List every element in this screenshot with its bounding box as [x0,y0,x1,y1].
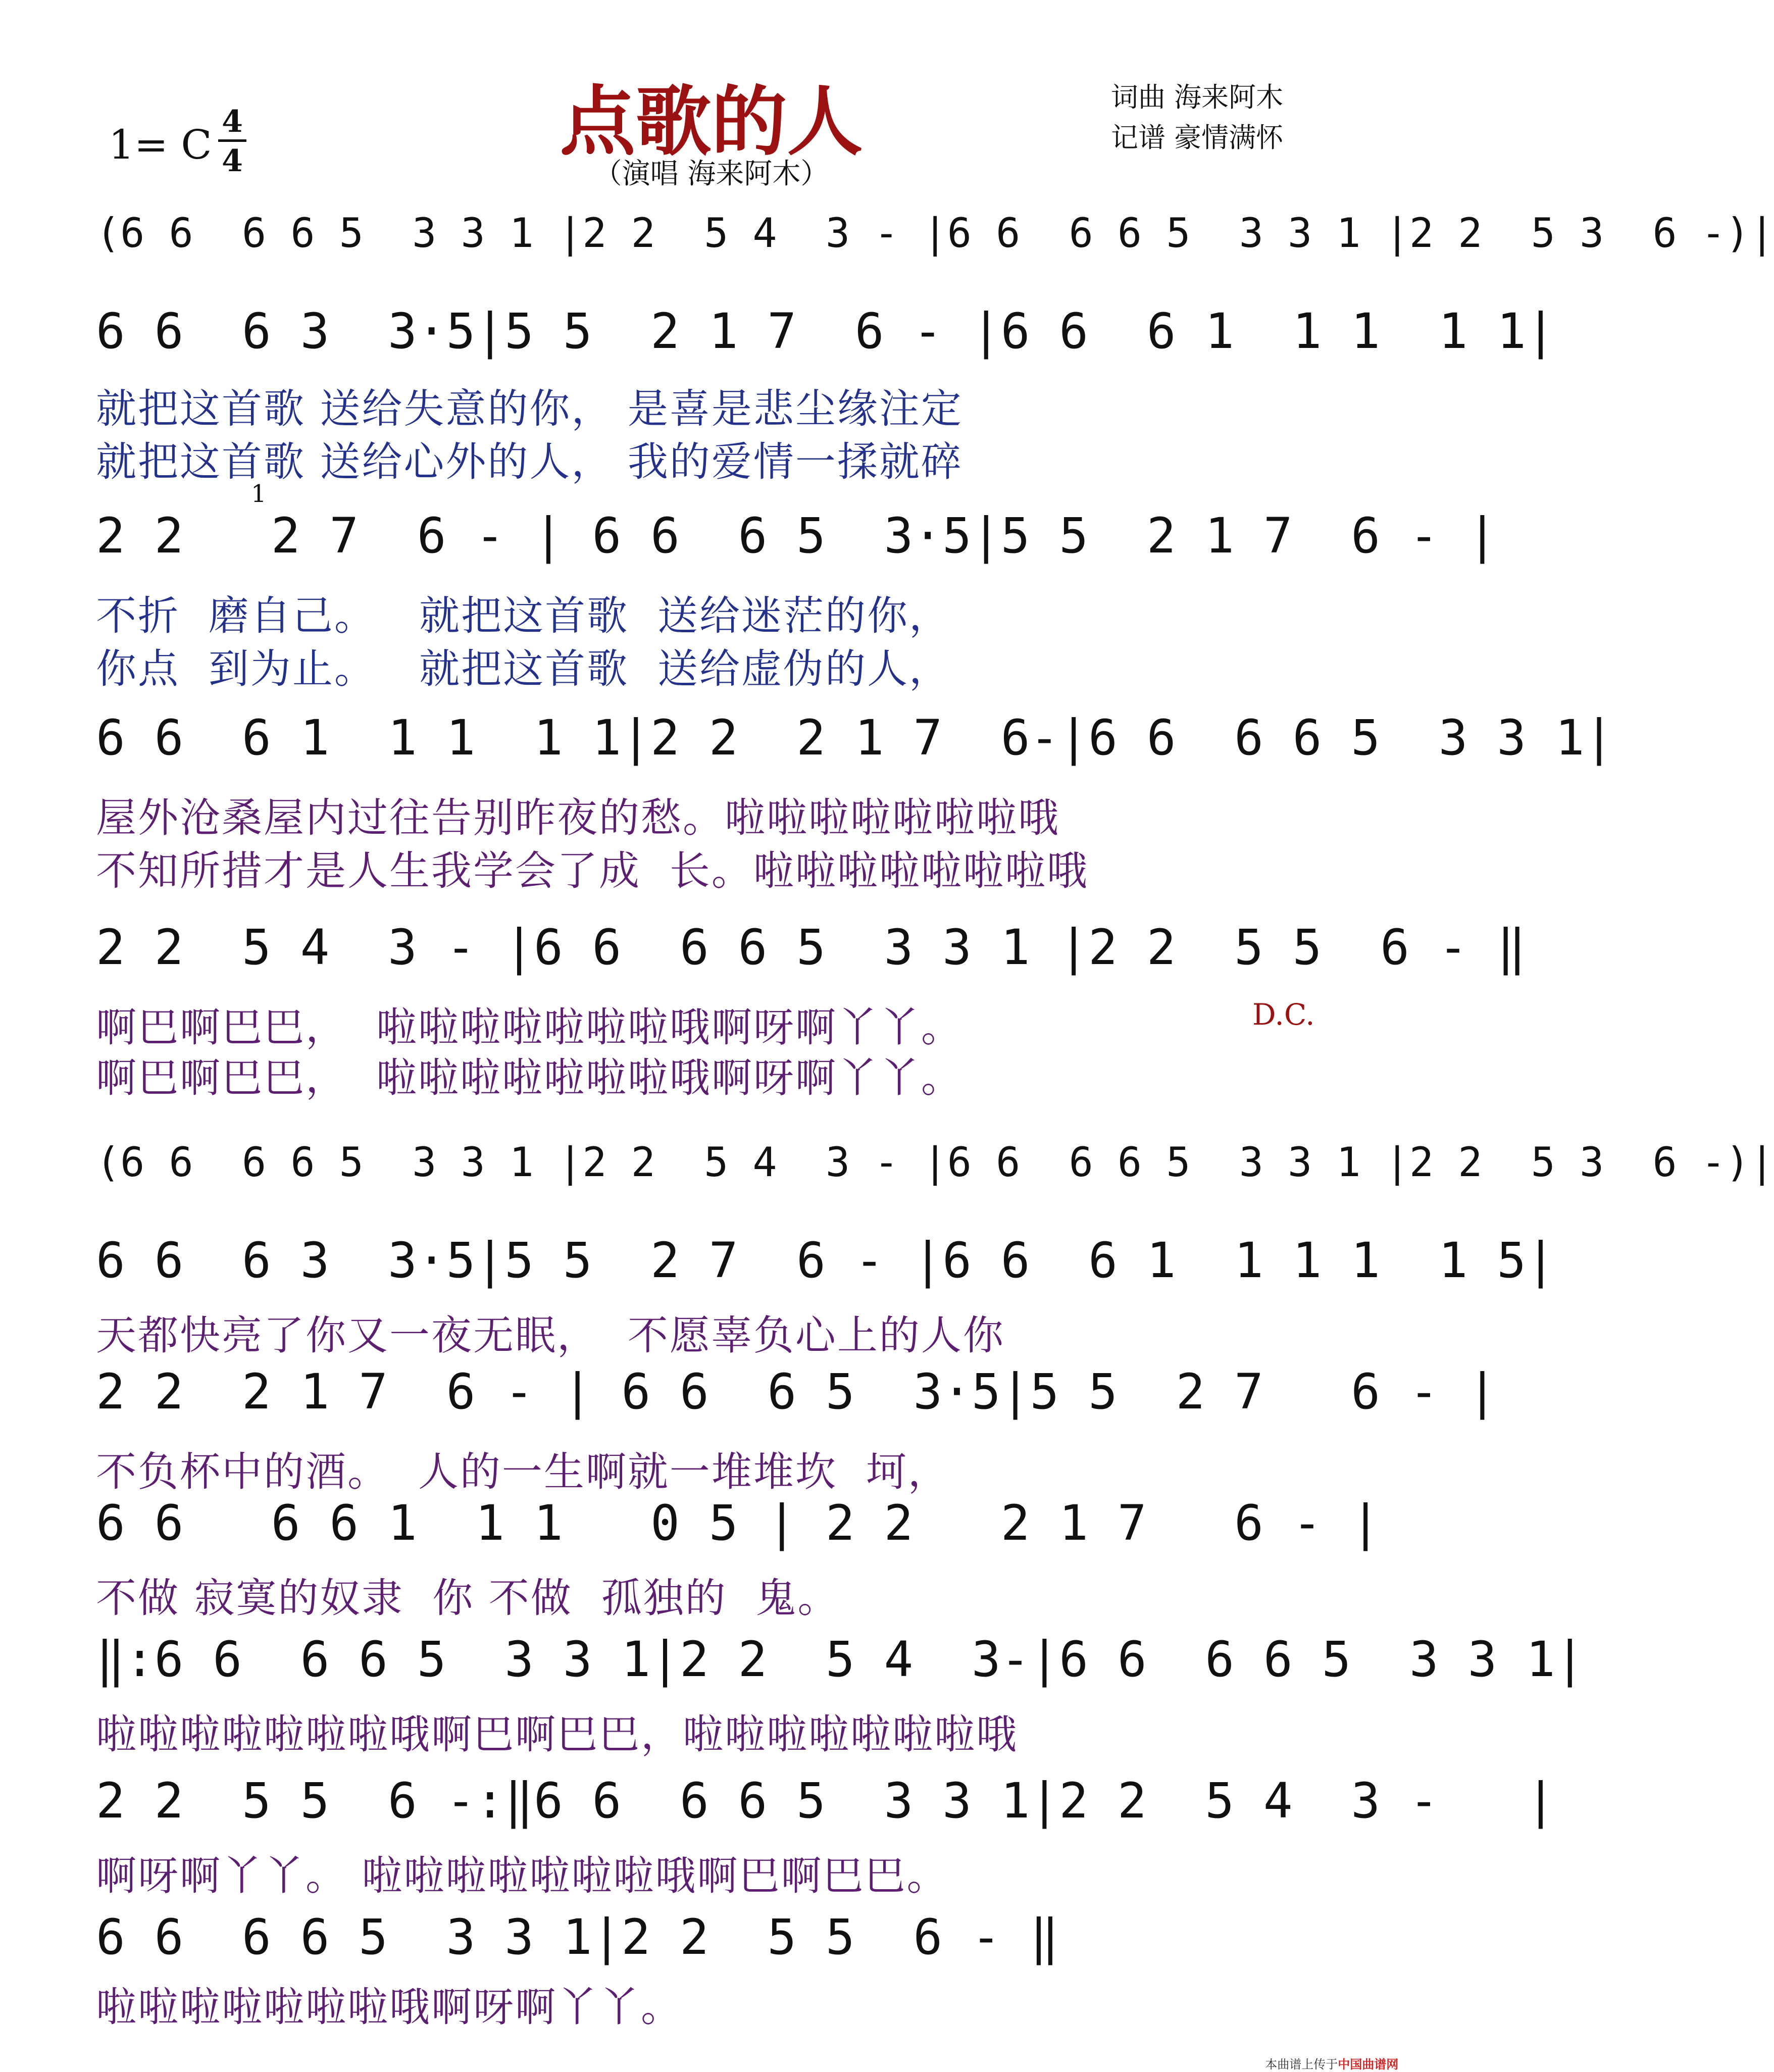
notation-line-11: 2 2 5 5 6 -:‖6 6 6 6 5 3 3 1|2 2 5 4 3 - | [96,1773,1555,1829]
lyric-line-3-verse-1: 不折 磨自己。 就把这首歌 送给迷茫的你， [96,592,951,639]
lyric-line-2-verse-1: 就把这首歌 送给失意的你， 是喜是悲尘缘注定 [96,385,963,432]
notation-line-8: 2 2 2 1 7 6 - | 6 6 6 5 3·5|5 5 2 7 6 - | [96,1363,1497,1420]
transcriber-credit: 记谱 豪情满怀 [1111,122,1284,154]
lyric-line-11: 啊呀啊丫丫。 啦啦啦啦啦啦啦哦啊巴啊巴巴。 [96,1852,949,1899]
notation-line-12: 6 6 6 6 5 3 3 1|2 2 5 5 6 - ‖ [96,1909,1059,1965]
lyric-line-9: 不做 寂寞的奴隶 你 不做 孤独的 鬼。 [96,1575,840,1622]
da-capo-mark: D.C. [1252,997,1315,1032]
notation-line-10: ‖:6 6 6 6 5 3 3 1|2 2 5 4 3-|6 6 6 6 5 3 3 1| [96,1631,1585,1688]
time-signature-bottom: 4 [222,143,243,179]
lyric-line-4-verse-1: 屋外沧桑屋内过往告别昨夜的愁。啦啦啦啦啦啦啦哦 [96,794,1060,841]
notation-line-1: (6 6 6 6 5 3 3 1 |2 2 5 4 3 - |6 6 6 6 5 3 3 1 |2 2 5 3 6 -)| [96,210,1774,257]
time-signature-bar [218,139,246,142]
lyric-line-5-verse-1: 啊巴啊巴巴， 啦啦啦啦啦啦啦哦啊呀啊丫丫。 [96,1004,963,1051]
lyric-line-12: 啦啦啦啦啦啦啦哦啊呀啊丫丫。 [96,1984,683,2031]
lyric-line-8: 不负杯中的酒。 人的一生啊就一堆堆坎 坷， [96,1448,950,1495]
time-signature-top: 4 [222,104,243,139]
upload-text: 本曲谱上传于 [1265,2057,1338,2071]
notation-line-2: 6 6 6 3 3·5|5 5 2 1 7 6 - |6 6 6 1 1 1 1 1| [96,303,1555,360]
site-logo-text: 中国曲谱网 [1338,2057,1399,2071]
notation-line-4: 6 6 6 1 1 1 1 1|2 2 2 1 7 6-|6 6 6 6 5 3 3 1| [96,710,1614,766]
lyric-line-5-verse-2: 啊巴啊巴巴， 啦啦啦啦啦啦啦哦啊呀啊丫丫。 [96,1054,963,1101]
notation-line-5: 2 2 5 4 3 - |6 6 6 6 5 3 3 1 |2 2 5 5 6 - ‖ [96,919,1527,976]
notation-line-7: 6 6 6 3 3·5|5 5 2 7 6 - |6 6 6 1 1 1 1 1 5| [96,1232,1555,1289]
lyric-line-3-verse-2: 你点 到为止。 就把这首歌 送给虚伪的人， [96,645,951,692]
lyric-line-2-verse-2: 就把这首歌 送给心外的人， 我的爱情一揉就碎 [96,438,963,485]
lyric-line-10: 啦啦啦啦啦啦啦哦啊巴啊巴巴，啦啦啦啦啦啦啦哦 [96,1711,1018,1758]
upload-footer [1257,2040,1398,2072]
key-signature: 1= C [109,121,212,168]
performer-subtitle: （演唱 海来阿木） [593,158,829,190]
notation-line-6: (6 6 6 6 5 3 3 1 |2 2 5 4 3 - |6 6 6 6 5 3 3 1 |2 2 5 3 6 -)| [96,1139,1774,1186]
lyrics-music-credit: 词曲 海来阿木 [1111,81,1284,113]
notation-line-3: 2 2 2 7 6 - | 6 6 6 5 3·5|5 5 2 1 7 6 - | [96,508,1497,564]
grace-note-mark: 1 [251,480,267,508]
notation-line-9: 6 6 6 6 1 1 1 0 5 | 2 2 2 1 7 6 - | [96,1495,1381,1551]
lyric-line-4-verse-2: 不知所措才是人生我学会了成 长。啦啦啦啦啦啦啦哦 [96,847,1089,894]
song-title: 点歌的人 [560,77,863,166]
lyric-line-7: 天都快亮了你又一夜无眠， 不愿辜负心上的人你 [96,1312,1005,1359]
